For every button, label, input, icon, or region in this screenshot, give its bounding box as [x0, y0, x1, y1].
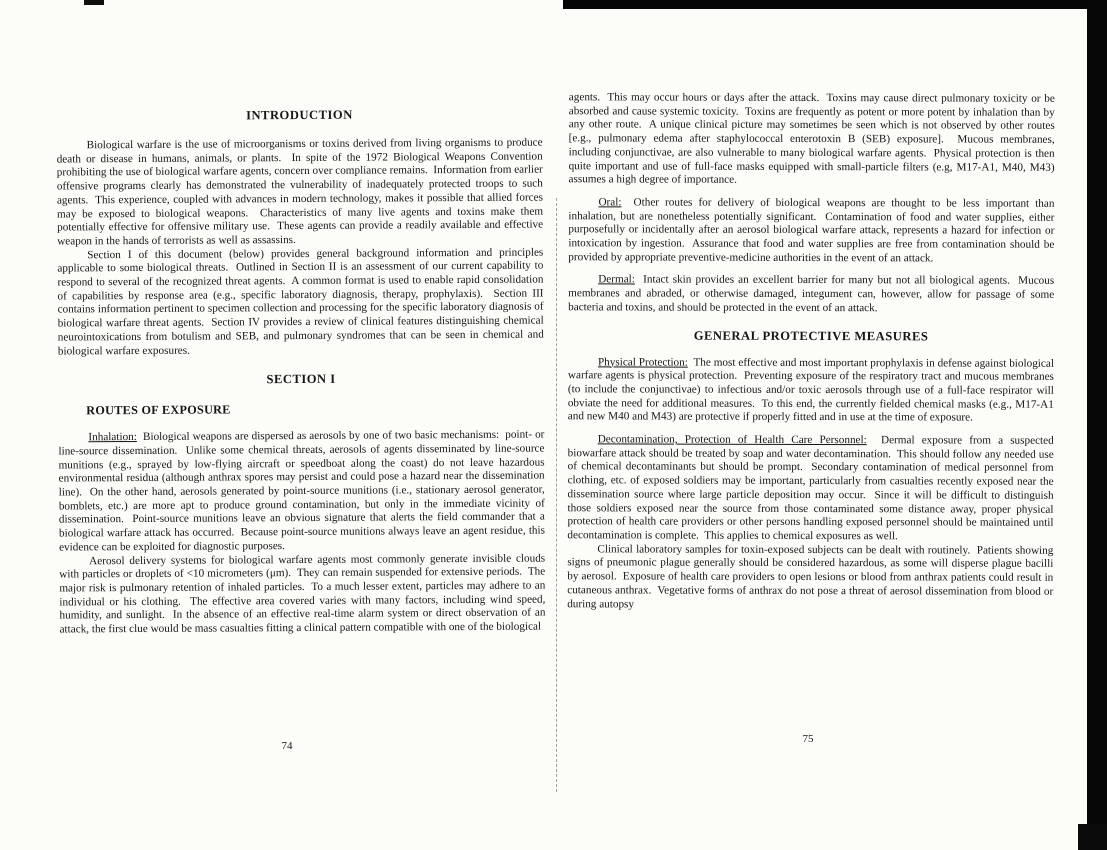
scan-bottom-right-corner: [1078, 824, 1107, 850]
decontamination-lead: Decontamination, Protection of Health Care Personnel:: [597, 433, 867, 447]
physical-protection-lead: Physical Protection:: [597, 355, 688, 369]
inhalation-paragraph-2: Aerosol delivery systems for biological warfare agents most commonly generate invisible clouds with particles or droplets of <10 micrometers (μm). They can remain suspended for extensive periods. The major risk is pulmonary retention of inhaled particles. To a much lesser extent, particles may adhere to an individual or his clothing. The effective area covered varies with many factors, including wind speed, humidity, and sunlight. In the absence of an effective real-time alarm system or direct observation of an attack, the first clue would be mass casualties fitting a clinical pattern compatible with one of the biological: [59, 552, 549, 636]
introduction-heading: INTRODUCTION: [245, 107, 353, 123]
dermal-lead: Dermal:: [598, 273, 635, 286]
page-number-75: 75: [802, 733, 814, 745]
oral-lead: Oral:: [598, 196, 622, 209]
right-page: [567, 91, 1058, 613]
dermal-paragraph: [568, 273, 1058, 317]
physical-protection-paragraph-text: The most effective and most important prophylaxis in defense against biological warfare agents is physical protection. Preventing exposure of the respiratory tract and mucous membranes (to include the conjunctivae) to infectious and/or toxic aerosols through use of a full-face respirator will obviate the need for additional measures. To this end, the currently fielded chemical masks (e.g., M17-A1 and new M40 and M43) are protective if properly fitted and in use at the time of exposure.: [567, 356, 1057, 424]
inhalation-lead: Inhalation:: [88, 431, 137, 444]
scan-right-edge-bar: [1087, 0, 1107, 850]
routes-of-exposure-heading: ROUTES OF EXPOSURE: [86, 402, 231, 418]
oral-paragraph-text: Other routes for delivery of biological weapons are thought to be less important than inhalation, but are nonetheless potentially significant. Contamination of food and water supplies, either purposefully or incidentally after an aerosol biological warfare attack, represents a hazard for infection or intoxication by ingestion. Assurance that food and water supplies are free from contamination should be provided by appropriate preventive-medicine authorities in the event of an attack.: [568, 196, 1058, 265]
physical-protection-paragraph: [567, 355, 1057, 426]
decontamination-paragraph-1-text: Dermal exposure from a suspected biowarfare attack should be treated by soap and water decontamination. This should follow any needed use of chemical decontaminants but should be prompt. Secondary contamination of medical personnel from clothing, etc. of exposed soldiers may be important, particularly from casualties recently exposed near the dissemination source where large particle deposition may occur. Since it will be difficult to distinguish those soldiers exposed near the source from those contaminated some distance away, proper physical protection of health care providers or other persons handling exposed personnel should be maintained until decontamination is complete. This applies to chemical exposures as well.: [567, 434, 1057, 543]
decontamination-paragraph-1: [567, 433, 1057, 544]
oral-paragraph: [568, 196, 1058, 266]
scan-top-edge-bar: [563, 0, 1092, 9]
decontamination-paragraph-2: Clinical laboratory samples for toxin-exposed subjects can be dealt with routinely. Patients showing signs of pneumonic plague generally should be considered hazardous, as some will disperse plague bacilli by aerosol. Exposure of health care providers to open lesions or blood from anthrax patients could result in cutaneous anthrax. Vegetative forms of anthrax do not pose a threat of aerosol dissemination from blood or during autopsy: [567, 543, 1057, 610]
intro-paragraph-1: Biological warfare is the use of microorganisms or toxins derived from living organisms to produce death or disease in humans, animals, or plants. In spite of the 1972 Biological Weapons Convention prohibiting the use of biological warfare agents, concern over compliance remains. Information from earlier offensive programs clearly has demonstrated the vulnerability of inadequately protected troops to such agents. This experience, coupled with advances in modern technology, makes it possible that allied forces may be exposed to biological weapons. Characteristics of many live agents and toxins make them potentially effective for offensive military use. These agents can provide a readily available and effective weapon in the hands of terrorists as well as assassins.: [56, 136, 546, 248]
continuation-paragraph: agents. This may occur hours or days after the attack. Toxins may cause direct pulmonary toxicity or be absorbed and cause systemic toxicity. Toxins are frequently as potent or more potent by inhalation than by any other route. A unique clinical picture may sometimes be seen which is not observed by other routes [e.g., pulmonary edema after staphylococcal enterotoxin B (SEB) exposure]. Mucous membranes, including conjunctivae, are also vulnerable to many biological warfare agents. Physical protection is then quite important and use of full-face masks equipped with small-particle filters (e.g, M17-A1, M40, M43) assumes a high degree of importance.: [568, 91, 1058, 186]
inhalation-paragraph-1-text: Biological weapons are dispersed as aerosols by one of two basic mechanisms: point- or line-source dissemination. Unlike some chemical threats, aerosols of agents disseminated by line-source munitions (e.g., sprayed by low-flying aircraft or speedboat along the coast) do not leave hazardous environmental residua (although anthrax spores may persist and could pose a hazard near the dissemination line). On the other hand, aerosols generated by point-source munitions (i.e., stationary aerosol generator, bomblets, etc.) are more apt to produce ground contamination, but only in the immediate vicinity of dissemination. Point-source munitions leave an obvious signature that alerts the field commander that a biological warfare attack has occurred. Because point-source munitions always leave an agent residue, this evidence can be exploited for diagnostic purposes.: [58, 428, 548, 554]
page-number-74: 74: [281, 740, 293, 752]
scan-top-edge-dash: [84, 0, 104, 5]
general-protective-measures-heading: GENERAL PROTECTIVE MEASURES: [693, 328, 929, 343]
page-gutter-line: [556, 198, 557, 792]
dermal-paragraph-text: Intact skin provides an excellent barrier for many but not all biological agents. Mucous membranes and abraded, or otherwise damaged, integument can, however, allow for passage of some bacteria and toxins, and should be protected in the event of an attack.: [568, 273, 1058, 315]
left-page: [56, 107, 549, 638]
inhalation-paragraph-1: [58, 428, 548, 555]
section-i-heading: SECTION I: [266, 372, 336, 387]
intro-paragraph-2: Section I of this document (below) provides general background information and principles applicable to some biological threats. Outlined in Section II is an assessment of our current capability to respond to several of the recognized threat agents. A common format is used to enable rapid consolidation of capabilities by response area (e.g., specific laboratory diagnosis, therapy, prophylaxis). Section III contains information pertinent to specimen collection and processing for the specific laboratory diagnosis of biological warfare threat agents. Section IV provides a review of clinical features distinguishing chemical neurointoxications from botulism and SEB, and pulmonary syndromes that can be seen in chemical and biological warfare exposures.: [57, 246, 547, 358]
